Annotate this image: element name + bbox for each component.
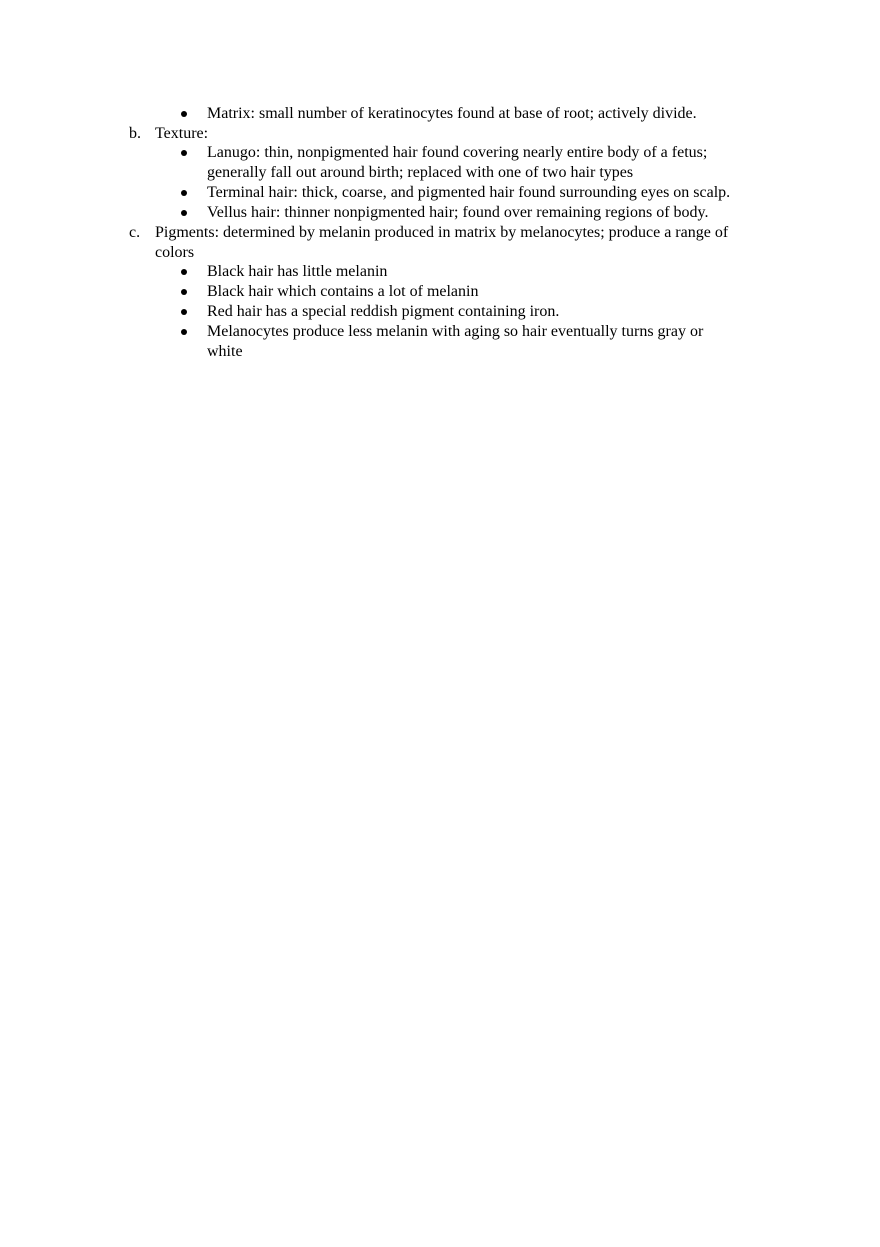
section-c-heading-line-2: colors xyxy=(155,244,195,261)
bullet-icon xyxy=(181,289,187,295)
terminal-hair-bullet: Terminal hair: thick, coarse, and pigmented hair found surrounding eyes on scalp. xyxy=(207,184,731,201)
bullet-icon xyxy=(181,150,187,156)
bullet-icon xyxy=(181,309,187,315)
section-b-heading: Texture: xyxy=(155,125,209,142)
melanocytes-bullet-line-2: white xyxy=(207,343,243,360)
melanocytes-bullet-line-1: Melanocytes produce less melanin with aging so hair eventually turns gray or xyxy=(207,323,704,340)
black-hair-little-bullet: Black hair has little melanin xyxy=(207,263,388,280)
section-b-marker: b. xyxy=(129,125,141,142)
matrix-bullet-text: Matrix: small number of keratinocytes found at base of root; actively divide. xyxy=(207,105,697,122)
red-hair-bullet: Red hair has a special reddish pigment containing iron. xyxy=(207,303,560,320)
bullet-icon xyxy=(181,269,187,275)
vellus-hair-bullet: Vellus hair: thinner nonpigmented hair; found over remaining regions of body. xyxy=(207,204,709,221)
lanugo-bullet-line-1: Lanugo: thin, nonpigmented hair found covering nearly entire body of a fetus; xyxy=(207,144,708,161)
bullet-icon xyxy=(181,210,187,216)
section-c-heading-line-1: Pigments: determined by melanin produced in matrix by melanocytes; produce a range of xyxy=(155,224,729,241)
section-c-marker: c. xyxy=(129,224,141,241)
bullet-icon xyxy=(181,190,187,196)
lanugo-bullet-line-2: generally fall out around birth; replaced with one of two hair types xyxy=(207,164,634,181)
bullet-icon xyxy=(181,329,187,335)
bullet-icon xyxy=(181,111,187,117)
black-hair-lot-bullet: Black hair which contains a lot of melanin xyxy=(207,283,479,300)
